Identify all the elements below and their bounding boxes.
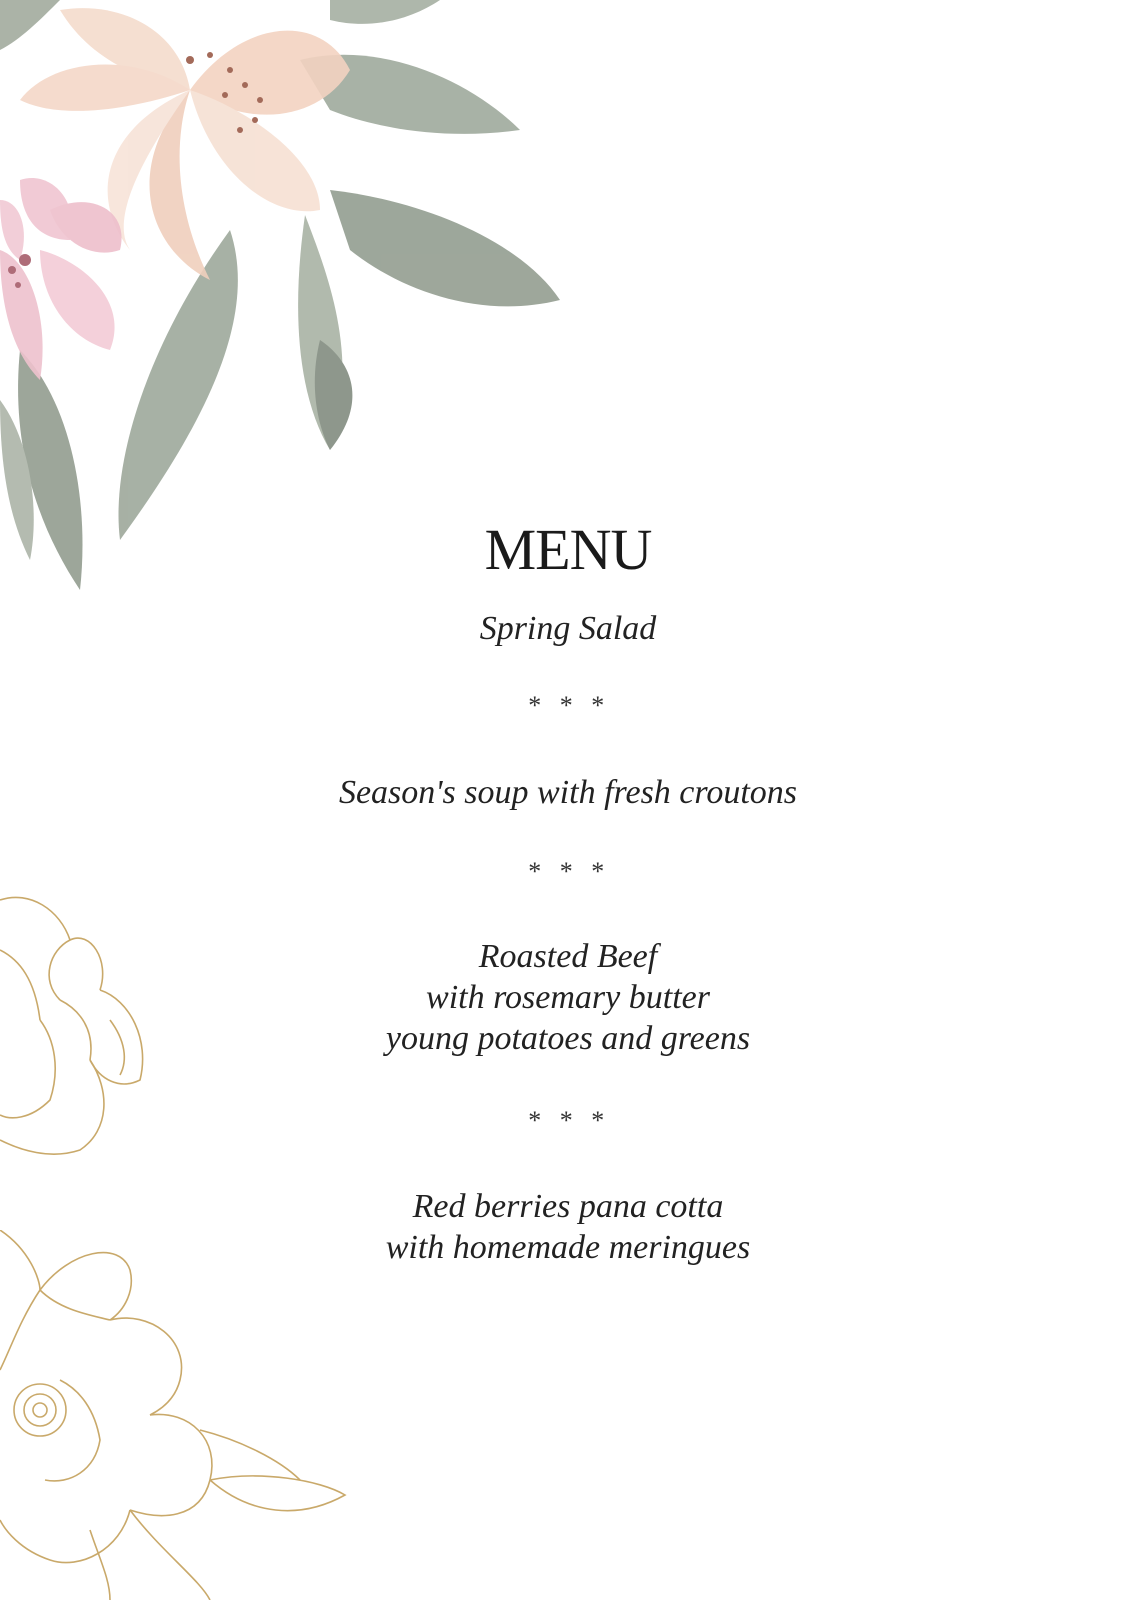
course-line: Red berries pana cotta	[412, 1188, 724, 1225]
course-starter	[0, 608, 1136, 649]
separator: * * *	[527, 857, 609, 886]
course-soup	[0, 772, 1136, 813]
course-line: with rosemary butter	[426, 979, 710, 1016]
course-line: young potatoes and greens	[385, 1020, 751, 1057]
separator: * * *	[527, 1106, 609, 1135]
course-line: Roasted Beef	[478, 938, 658, 975]
course-main	[0, 936, 1136, 1059]
course-line: Spring Salad	[479, 610, 657, 647]
separator: * * *	[527, 691, 609, 720]
menu-title: MENU	[484, 516, 652, 582]
watercolor-floral-illustration	[0, 0, 580, 600]
gold-line-flower-illustration-2	[0, 1230, 360, 1600]
course-line: Season's soup with fresh croutons	[338, 774, 798, 811]
course-dessert	[0, 1186, 1136, 1268]
course-line: with homemade meringues	[385, 1229, 751, 1266]
